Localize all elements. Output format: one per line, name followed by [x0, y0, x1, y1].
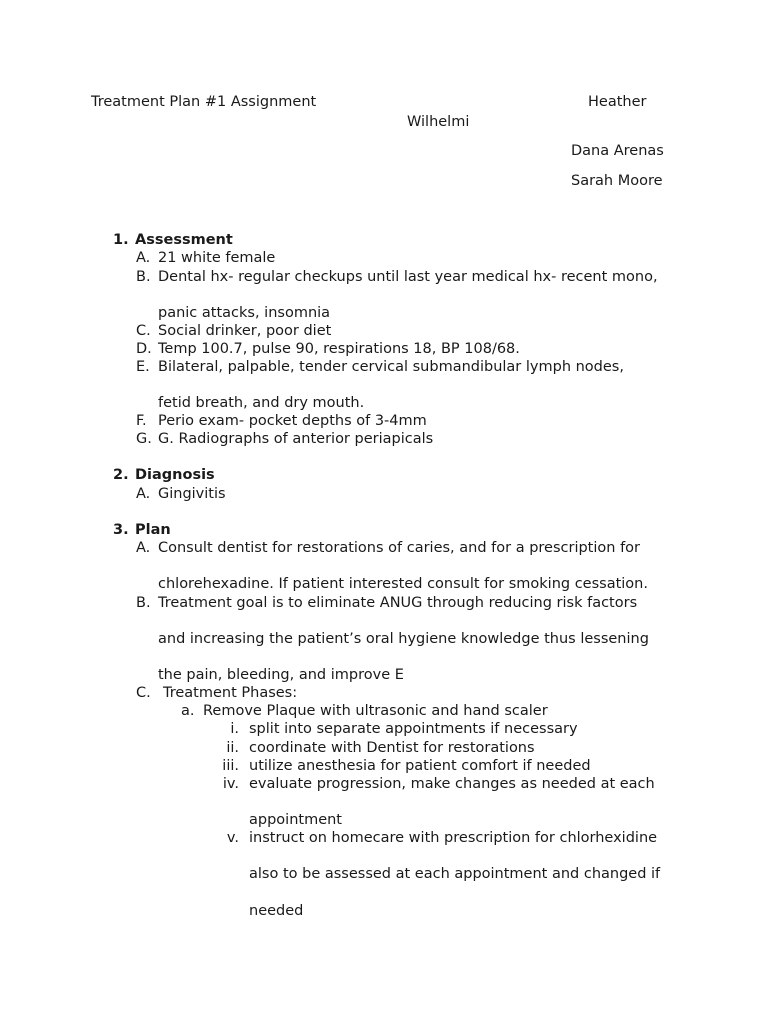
author-last-name: Wilhelmi: [407, 114, 470, 130]
list-marker: B.: [136, 269, 151, 285]
list-item-text: and increasing the patient’s oral hygiene knowledge thus lessening: [158, 631, 649, 647]
list-item-text: appointment: [249, 812, 342, 828]
list-item-text: the pain, bleeding, and improve E: [158, 667, 404, 683]
list-marker: ii.: [226, 740, 239, 756]
list-item-text: Treatment Phases:: [163, 685, 298, 701]
section-heading: Diagnosis: [135, 467, 215, 483]
list-marker: A.: [136, 540, 151, 556]
list-marker: iii.: [222, 758, 239, 774]
author-name: Dana Arenas: [571, 143, 664, 159]
list-item-text: Temp 100.7, pulse 90, respirations 18, BP 108/68.: [158, 341, 520, 357]
list-item-text: chlorehexadine. If patient interested consult for smoking cessation.: [158, 576, 648, 592]
list-marker: D.: [136, 341, 152, 357]
author-name: Sarah Moore: [571, 173, 663, 189]
list-item-text: split into separate appointments if necessary: [249, 721, 578, 737]
list-item-text: 21 white female: [158, 250, 276, 266]
list-marker: G.: [136, 431, 152, 447]
author-first-name: Heather: [588, 94, 647, 110]
list-item-text: Consult dentist for restorations of caries, and for a prescription for: [158, 540, 641, 556]
section-heading: Assessment: [135, 232, 233, 248]
list-marker: E.: [136, 359, 150, 375]
list-marker: B.: [136, 595, 151, 611]
list-item-text: panic attacks, insomnia: [158, 305, 331, 321]
list-item-text: evaluate progression, make changes as needed at each: [249, 776, 655, 792]
list-marker: a.: [181, 703, 195, 719]
list-marker: C.: [136, 685, 151, 701]
list-item-text: Social drinker, poor diet: [158, 323, 332, 339]
list-marker: F.: [136, 413, 147, 429]
list-marker: A.: [136, 250, 151, 266]
list-item-text: coordinate with Dentist for restorations: [249, 740, 535, 756]
document-title: Treatment Plan #1 Assignment: [91, 94, 317, 110]
list-marker: A.: [136, 486, 151, 502]
list-item-text: Remove Plaque with ultrasonic and hand scaler: [203, 703, 548, 719]
list-item-text: needed: [249, 903, 304, 919]
list-marker: v.: [226, 830, 239, 846]
list-item-text: Dental hx- regular checkups until last year medical hx- recent mono,: [158, 269, 658, 285]
list-item-text: Bilateral, palpable, tender cervical submandibular lymph nodes,: [158, 359, 624, 375]
list-item-text: G. Radiographs of anterior periapicals: [158, 431, 434, 447]
list-item-text: Gingivitis: [158, 486, 226, 502]
list-item-text: Treatment goal is to eliminate ANUG through reducing risk factors: [158, 595, 638, 611]
list-item-text: utilize anesthesia for patient comfort if needed: [249, 758, 591, 774]
section-number: 3.: [113, 522, 129, 538]
section-heading: Plan: [135, 522, 171, 538]
list-item-text: also to be assessed at each appointment and changed if: [249, 866, 661, 882]
list-marker: i.: [230, 721, 239, 737]
section-number: 2.: [113, 467, 129, 483]
list-marker: C.: [136, 323, 151, 339]
list-item-text: instruct on homecare with prescription for chlorhexidine: [249, 830, 658, 846]
list-item-text: fetid breath, and dry mouth.: [158, 395, 365, 411]
list-item-text: Perio exam- pocket depths of 3-4mm: [158, 413, 427, 429]
section-number: 1.: [113, 232, 129, 248]
list-marker: iv.: [222, 776, 239, 792]
